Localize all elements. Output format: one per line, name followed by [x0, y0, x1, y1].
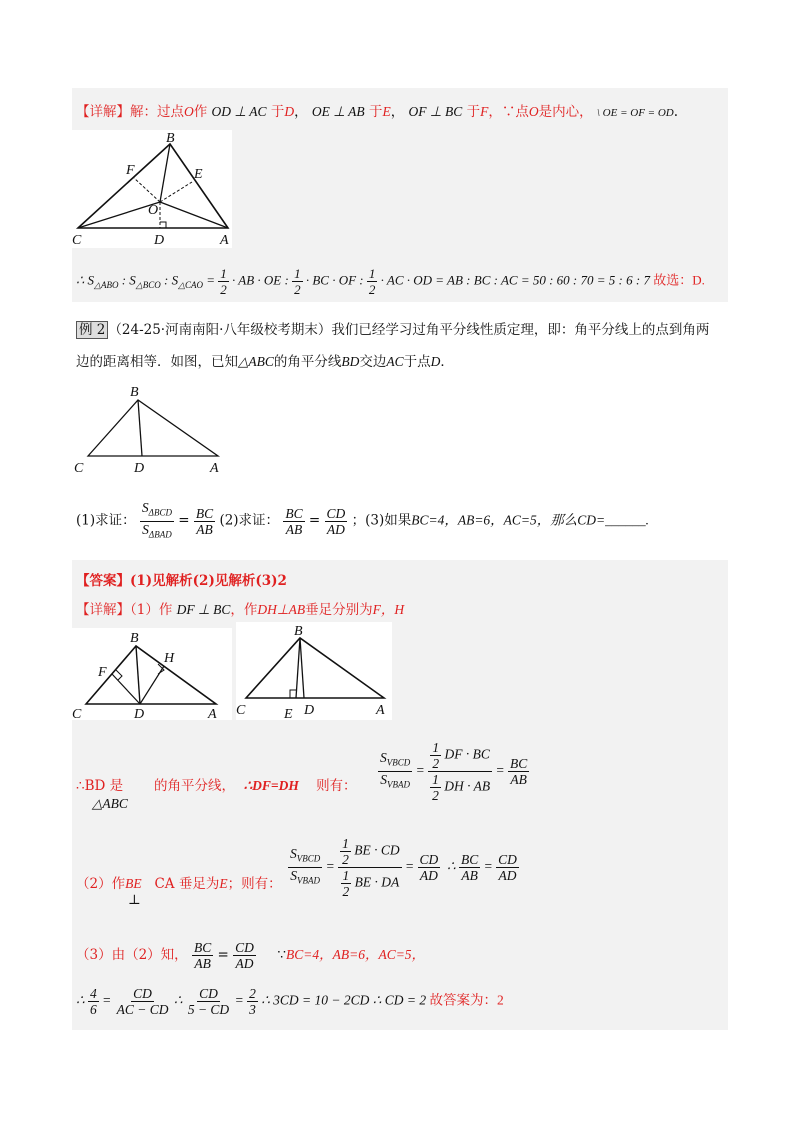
- fig4-label-d: D: [304, 703, 315, 718]
- fig1-label-f: F: [126, 163, 135, 178]
- fig3-label-d: D: [134, 707, 145, 720]
- fig3-label-h: H: [164, 651, 175, 666]
- fig2-label-a: A: [210, 461, 219, 474]
- fig2-label-b: B: [130, 385, 139, 400]
- example-tag: 例 2: [76, 321, 108, 339]
- example-2-questions: (1)求证： $\frac{S_{\Delta BCD}}{S_{\Delta BAD}}$ = $\frac{BC}{AB}$ (2)求证： $\frac{BC}{AB}$ = $\frac{CD}{AD}$ ；(3)如果BC=4，AB=6，AC=5，那么CD=______.: [76, 500, 650, 540]
- fig3-label-c: C: [72, 707, 82, 720]
- step-1-bisector-text: ∴BD 是: [76, 778, 124, 794]
- fig4-label-a: A: [376, 703, 385, 718]
- fig3-label-b: B: [130, 631, 139, 646]
- figure-incenter-triangle: [72, 130, 232, 248]
- fig4-label-c: C: [236, 703, 246, 718]
- solution-2-step-1: 【详解】（1）作 DF ⊥ BC，作DH⊥AB垂足分别为F，H: [76, 602, 405, 618]
- fig2-label-c: C: [74, 461, 84, 474]
- fig1-label-e: E: [194, 167, 203, 182]
- figure-bisector-triangle: [72, 382, 232, 474]
- example-2-line-1: 例 2 （24-25·河南南阳·八年级校考期末）我们已经学习过角平分线性质定理，即：角平分线上的点到角两: [76, 318, 709, 338]
- step-3-text: （3）由（2）知， $\frac{BC}{AB}$ = $\frac{CD}{AD}$ ∵BC=4，AB=6，AC=5，: [76, 940, 426, 971]
- step-2-perp-symbol: ⊥: [128, 892, 141, 908]
- step-3-solve: ∴ $\frac{4}{6}$ = $\frac{CD}{AC - CD}$ ∴ $\frac{CD}{5 - CD}$ = $\frac{2}{3}$ ∴ 3CD = 10 − 2CD ∴ CD = 2 故答案为：2: [76, 986, 504, 1017]
- fig3-label-a: A: [208, 707, 217, 720]
- step-1-area-fraction: $\frac{S_{VBCD}}{S_{VBAD}}$ = $\frac{1}{2}$ DF · BC $\frac{1}{2}$ DH · AB = $\frac{BC}{AB}$: [380, 740, 528, 803]
- figure-perpendiculars-left: [72, 628, 232, 720]
- fig2-label-d: D: [134, 461, 145, 474]
- step-1-conclusion: 的角平分线， ∴DF=DH 则有：: [154, 778, 357, 794]
- example-2-line-2: 边的距离相等．如图，已知△ABC的角平分线BD交边AC于点D．: [76, 354, 454, 370]
- solution-1-heading: 【详解】解：过点O作 OD ⊥ AC 于D， OE ⊥ AB 于E， OF ⊥ BC 于F，∵点O是内心， \ OE = OF = OD.: [76, 104, 679, 120]
- step-1-triangle: △ABC: [92, 796, 128, 811]
- answer-line: 【答案】(1)见解析(2)见解析(3)2: [76, 573, 287, 589]
- step-2-text: （2）作BE CA 垂足为E；则有：: [76, 876, 282, 892]
- fig1-label-a: A: [220, 233, 229, 248]
- fig1-label-c: C: [72, 233, 82, 248]
- fig1-label-d: D: [154, 233, 165, 248]
- fig4-label-e: E: [284, 707, 293, 720]
- area-ratio-equation: ∴ $S_{\triangle ABO}$ : $S_{\triangle BCO}$ : $S_{\triangle CAO}$ = $\frac{1}{2}$ · AB · OE : $\frac{1}{2}$ · BC · OF : $\frac{1}{2}$ · AC · OD = AB : BC : AC = 50 : 60 : 70 = 5 : 6 : 7 故选：D.: [76, 266, 705, 297]
- fig1-label-b: B: [166, 131, 175, 146]
- fig1-label-o: O: [148, 203, 159, 218]
- figure-perpendiculars-right: [236, 622, 392, 720]
- fig4-label-b: B: [294, 624, 303, 639]
- fig3-label-f: F: [98, 665, 107, 680]
- step-2-area-fraction: $\frac{S_{VBCD}}{S_{VBAD}}$ = $\frac{1}{2}$ BE · CD $\frac{1}{2}$ BE · DA = $\frac{CD}{AD}$ ∴ $\frac{BC}{AB}$ = $\frac{CD}{AD}$: [290, 836, 517, 899]
